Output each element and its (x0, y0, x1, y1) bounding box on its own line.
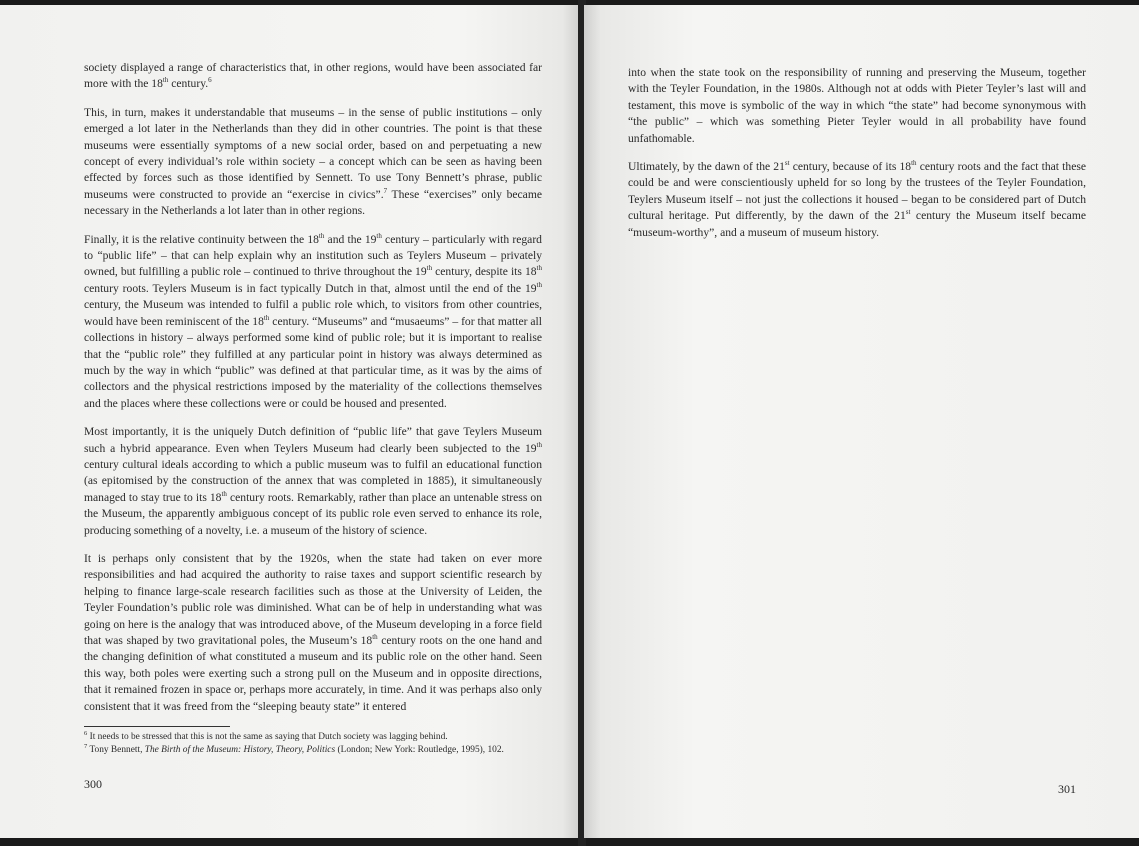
superscript: th (263, 313, 270, 322)
right-paragraph-2: Ultimately, by the dawn of the 21st century, because of its 18th century roots and the fact that these could be and were conscientiously upheld for so long by the trustees of the Teyler Foundation, Teylers Museum itself – not just the collections it housed – began to be considered part of Dutch cultural heritage. Put differently, by the dawn of the 21st century the Museum itself became “museum-worthy”, and a museum of museum history. (628, 159, 1086, 239)
superscript: st (784, 159, 790, 168)
superscript: th (536, 281, 542, 290)
superscript: th (318, 231, 325, 240)
left-page (0, 5, 580, 838)
superscript: th (376, 231, 382, 240)
superscript: 7 (383, 186, 388, 195)
superscript: st (905, 208, 911, 217)
page-number-left: 300 (84, 777, 102, 791)
superscript: th (426, 264, 433, 273)
superscript: th (162, 76, 169, 85)
page-number-right: 301 (1058, 782, 1076, 796)
footnote-6: $^6$ It needs to be stressed that this is not the same as saying that Dutch society was lagging behind. (84, 729, 448, 742)
footnote-7: $^7$ Tony Bennett, The Birth of the Museum: History, Theory, Politics (London; New York: Routledge, 1995), 102. (84, 742, 504, 755)
right-page-body (628, 65, 1086, 253)
right-page (584, 5, 1139, 838)
superscript: th (536, 440, 542, 449)
left-paragraph-4: Most importantly, it is the uniquely Dutch definition of “public life” that gave Teylers Museum such a hybrid appearance. Even when Teylers Museum had clearly been subjected to the 19th century cultural ideals according to which a public museum was to fulfil an educational function (as epitomised by the construction of the annex that was completed in 1885), it simultaneously managed to stay true to its 18th century roots. Remarkably, rather than place an untenable stress on the Museum, the apparently ambiguous concept of its public role even served to enhance its role, producing something of a novelty, i.e. a museum of the history of science. (84, 425, 542, 537)
left-paragraph-3: Finally, it is the relative continuity between the 18th and the 19th century – particularly with regard to “public life” – that can help explain why an institution such as Teylers Museum – privately owned, but fulfilling a public role – continued to thrive throughout the 19th century, despite its 18th century roots. Teylers Museum is in fact typically Dutch in that, almost until the end of the 19th century, the Museum was intended to fulfil a public role which, to visitors from other countries, would have been reminiscent of the 18th century. “Museums” and “musaeums” – for that matter all collections in history – always performed some kind of public role; but it is important to realise that the “public role” they fulfilled at any particular point in history was always determined as much by the way in which “public” was defined at that particular time, as it was by the aims of collectors and the physical restrictions imposed by the materiality of the collections themselves and the places where these collections were or could be housed and presented. (84, 231, 542, 410)
left-page-body (84, 60, 542, 727)
superscript: th (536, 264, 542, 273)
superscript: th (221, 489, 227, 498)
footnotes (84, 731, 544, 756)
superscript: th (372, 633, 378, 642)
left-paragraph-5: It is perhaps only consistent that by the 1920s, when the state had taken on ever more responsibilities and had acquired the authority to raise taxes and support scientific research by helping to finance large-scale research facilities such as those at the University of Leiden, the Teyler Foundation’s public role was diminished. What can be of help in understanding what was going on here is the analogy that was introduced above, of the Museum developing in a force field that was shaped by two gravitational poles, the Museum’s 18th century roots on the one hand and the changing definition of what constituted a museum and its public role on the other hand. Seen this way, both poles were exerting such a strong pull on the Museum and in opposite directions, that it remained frozen in space or, perhaps more accurately, in time. And it was perhaps also only consistent that it was freed from the “sleeping beauty state” it entered (84, 551, 542, 713)
footnote-divider (84, 726, 230, 727)
superscript: 6 (208, 76, 212, 85)
right-paragraph-1: into when the state took on the responsibility of running and preserving the Museum, together with the Teyler Foundation, in the 1980s. Although not at odds with Pieter Teyler’s last will and testament, this move is symbolic of the way in which “the state” had become synonymous with “the public” – which was something Pieter Teyler would in all probability have found unfathomable. (628, 66, 1086, 145)
left-paragraph-2: This, in turn, makes it understandable that museums – in the sense of public institutions – only emerged a lot later in the Netherlands than they did in other countries. The point is that these museums were essentially symptoms of a new social order, based on and perpetuating a new concept of every individual’s role within society – a concept which can be seen as having been effected by forces such as those identified by Sennett. To use Tony Bennett’s phrase, public museums were constructed to provide an “exercise in civics”.$^7$ These “exercises” only became necessary in the Netherlands a lot later than in other regions. (84, 105, 542, 218)
left-paragraph-1: society displayed a range of characteristics that, in other regions, would have been associated far more with the 18th century.$^6$ (84, 61, 542, 91)
superscript: th (911, 159, 917, 168)
